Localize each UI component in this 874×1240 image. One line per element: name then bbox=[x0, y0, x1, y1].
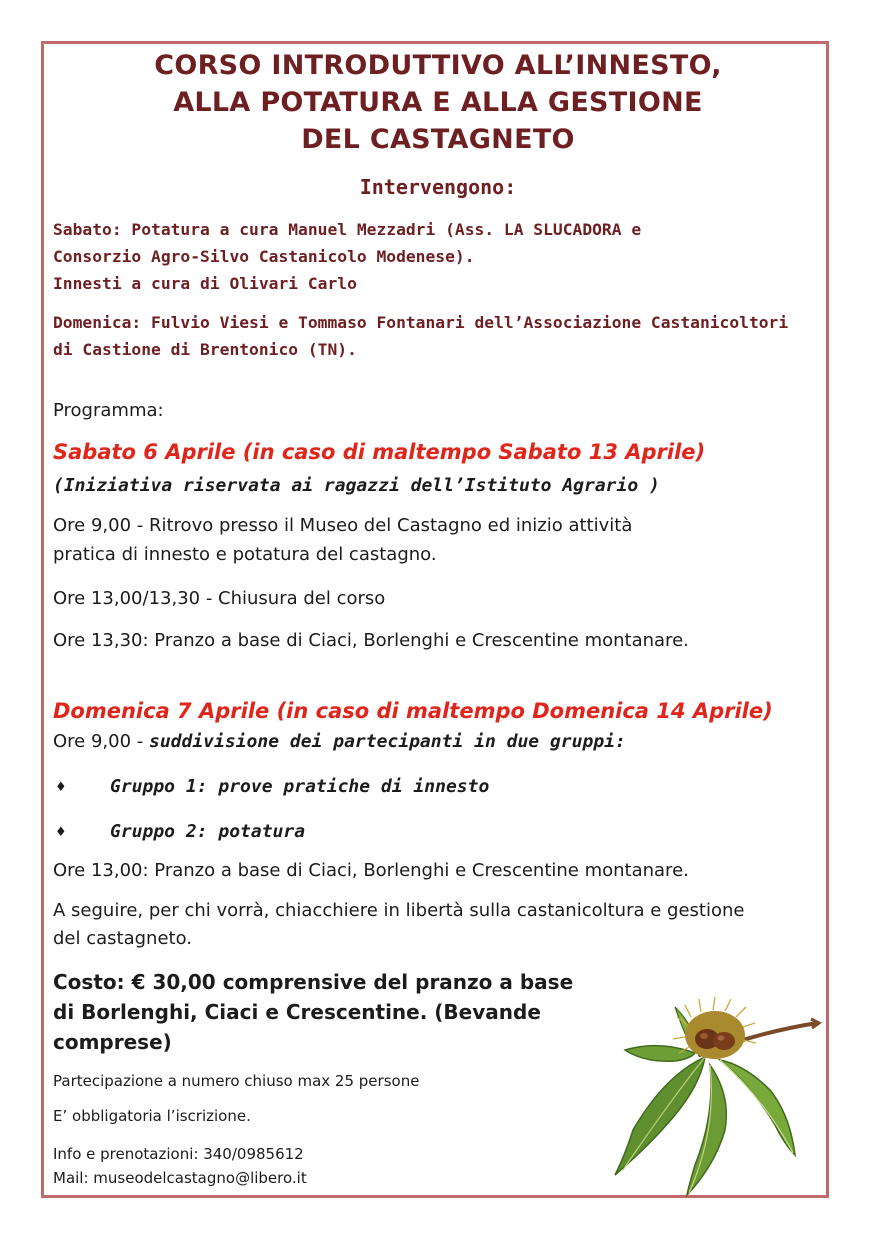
speakers-sabato-line-3: Innesti a cura di Olivari Carlo bbox=[53, 274, 357, 293]
group-2: Gruppo 2: potatura bbox=[110, 821, 306, 842]
bullet-icon: ♦ bbox=[55, 780, 67, 795]
sunday-item-1-bold: suddivisione dei partecipanti in due gruppi: bbox=[149, 731, 626, 752]
saturday-item-1-line-2: pratica di innesto e potatura del castagno. bbox=[53, 544, 437, 565]
title-line-1: CORSO INTRODUTTIVO ALL’INNESTO, bbox=[154, 50, 722, 81]
info-mail: Mail: museodelcastagno@libero.it bbox=[53, 1169, 307, 1187]
cost-line-2: di Borlenghi, Ciaci e Crescentine. (Bevande bbox=[53, 1000, 541, 1024]
sunday-item-3-line-1: A seguire, per chi vorrà, chiacchiere in libertà sulla castanicoltura e gestione bbox=[53, 900, 745, 921]
sunday-item-3-line-2: del castagneto. bbox=[53, 928, 192, 949]
sunday-item-1 bbox=[53, 731, 626, 752]
speakers-sabato-line-1: Sabato: Potatura a cura Manuel Mezzadri (Ass. LA SLUCADORA e bbox=[53, 220, 642, 239]
sunday-item-1-prefix: Ore 9,00 - bbox=[53, 731, 149, 752]
title-line-3: DEL CASTAGNETO bbox=[301, 124, 575, 155]
info-phone: Info e prenotazioni: 340/0985612 bbox=[53, 1145, 304, 1163]
programma-label: Programma: bbox=[53, 400, 164, 421]
cost-line-3: comprese) bbox=[53, 1030, 172, 1054]
saturday-heading: Sabato 6 Aprile (in caso di maltempo Sabato 13 Aprile) bbox=[53, 440, 706, 464]
sunday-heading: Domenica 7 Aprile (in caso di maltempo Domenica 14 Aprile) bbox=[53, 699, 773, 723]
saturday-item-1-line-1: Ore 9,00 - Ritrovo presso il Museo del Castagno ed inizio attività bbox=[53, 515, 633, 536]
saturday-item-2: Ore 13,00/13,30 - Chiusura del corso bbox=[53, 588, 386, 609]
registration-note: E’ obbligatoria l’iscrizione. bbox=[53, 1107, 251, 1125]
chestnut-branch-icon bbox=[605, 995, 830, 1200]
sunday-item-2: Ore 13,00: Pranzo a base di Ciaci, Borlenghi e Crescentine montanare. bbox=[53, 860, 689, 881]
group-1: Gruppo 1: prove pratiche di innesto bbox=[110, 776, 490, 797]
saturday-note: (Iniziativa riservata ai ragazzi dell’Istituto Agrario ) bbox=[53, 475, 660, 496]
speakers-sabato-line-2: Consorzio Agro-Silvo Castanicolo Modenese). bbox=[53, 247, 475, 266]
title-line-2: ALLA POTATURA E ALLA GESTIONE bbox=[173, 87, 703, 118]
participation-note: Partecipazione a numero chiuso max 25 persone bbox=[53, 1072, 420, 1090]
bullet-icon: ♦ bbox=[55, 825, 67, 840]
speakers-domenica-line-2: di Castione di Brentonico (TN). bbox=[53, 340, 357, 359]
speakers-domenica-line-1: Domenica: Fulvio Viesi e Tommaso Fontanari dell’Associazione Castanicoltori bbox=[53, 313, 789, 332]
intervengono-heading: Intervengono: bbox=[359, 175, 517, 199]
saturday-item-3: Ore 13,30: Pranzo a base di Ciaci, Borlenghi e Crescentine montanare. bbox=[53, 630, 689, 651]
cost-line-1: Costo: € 30,00 comprensive del pranzo a base bbox=[53, 970, 574, 994]
